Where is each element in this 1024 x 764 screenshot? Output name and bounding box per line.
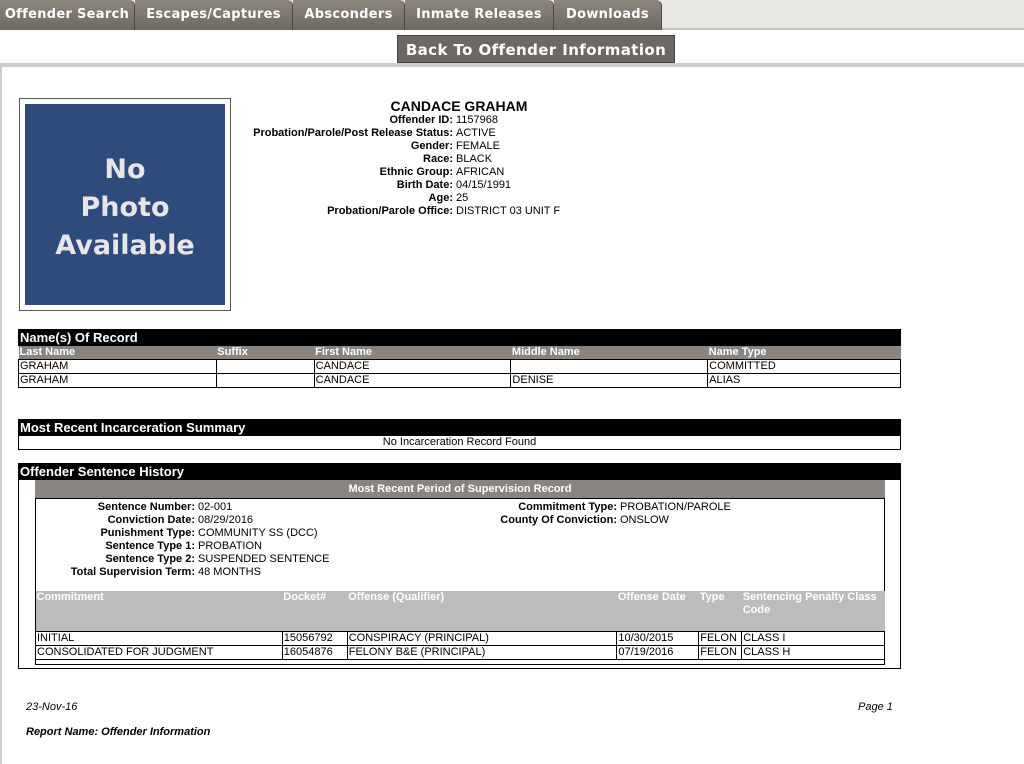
info-label: Offender ID: (389, 114, 453, 126)
table-row (36, 631, 885, 645)
table-cell: ALIAS (708, 374, 901, 388)
field-value: PROBATION/PAROLE (620, 501, 731, 513)
sentence-history-heading: Offender Sentence History (18, 463, 901, 480)
table-cell: 16054876 (282, 645, 347, 659)
info-label: Gender: (410, 140, 453, 152)
info-value: 25 (456, 192, 469, 204)
field-label: Total Supervision Term: (70, 566, 195, 578)
offender-info (200, 114, 560, 218)
table-cell: COMMITTED (708, 360, 901, 374)
column-header: Offense (Qualifier) (347, 591, 617, 631)
table-cell: CONSPIRACY (PRINCIPAL) (347, 631, 617, 645)
table-header-row (19, 346, 901, 360)
table-cell: 15056792 (282, 631, 347, 645)
table-cell: INITIAL (36, 631, 283, 645)
field-label: Conviction Date: (107, 514, 195, 526)
column-header: Last Name (19, 346, 217, 360)
info-value: 04/15/1991 (456, 179, 512, 191)
field-label: County Of Conviction: (500, 514, 617, 526)
info-row-age (200, 192, 560, 205)
back-to-offender-information-button[interactable]: Back To Offender Information (397, 35, 675, 63)
table-row (19, 360, 901, 374)
field-value: ONSLOW (620, 514, 669, 526)
table-cell: CLASS H (742, 645, 885, 659)
sentence-field (460, 514, 731, 527)
report-name: Report Name: Offender Information (26, 726, 211, 738)
info-value: ACTIVE (456, 127, 496, 139)
column-header: Type (699, 591, 742, 631)
info-value: 1157968 (456, 114, 499, 126)
offender-name: CANDACE GRAHAM (390, 98, 528, 114)
info-row-ethnic-group (200, 166, 560, 179)
field-label: Sentence Number: (97, 501, 195, 513)
field-label: Sentence Type 2: (105, 553, 195, 565)
info-value: BLACK (456, 153, 493, 165)
photo-text-line: Available (55, 230, 195, 261)
info-label: Probation/Parole Office: (327, 205, 453, 217)
column-header: Docket# (282, 591, 347, 631)
info-row-birth-date (200, 179, 560, 192)
table-cell: CONSOLIDATED FOR JUDGMENT (36, 645, 283, 659)
tab-downloads[interactable]: Downloads (554, 0, 662, 30)
tab-escapes-captures[interactable]: Escapes/Captures (135, 0, 293, 30)
sentence-details-left (38, 501, 329, 579)
column-header: Suffix (216, 346, 314, 360)
info-value: DISTRICT 03 UNIT F (456, 205, 561, 217)
column-header: Commitment (36, 591, 283, 631)
field-value: 08/29/2016 (198, 514, 254, 526)
divider (0, 63, 1024, 67)
column-header: Middle Name (511, 346, 708, 360)
table-cell: FELONY B&E (PRINCIPAL) (347, 645, 617, 659)
tab-inmate-releases[interactable]: Inmate Releases (405, 0, 554, 30)
column-header: Offense Date (617, 591, 699, 631)
supervision-period-heading: Most Recent Period of Supervision Record (35, 480, 885, 498)
table-header-row (36, 591, 885, 631)
names-table (18, 346, 901, 388)
column-header: Name Type (708, 346, 901, 360)
sentence-field (38, 501, 329, 514)
sentence-field (38, 553, 329, 566)
info-label: Age: (428, 192, 453, 204)
table-row (19, 374, 901, 388)
table-cell: GRAHAM (19, 360, 217, 374)
field-label: Sentence Type 1: (105, 540, 195, 552)
info-value: AFRICAN (456, 166, 505, 178)
table-cell: FELON (699, 645, 742, 659)
field-value: COMMUNITY SS (DCC) (198, 527, 318, 539)
sentence-field (460, 501, 731, 514)
no-incarceration-message: No Incarceration Record Found (18, 435, 901, 450)
photo-text-line: No (104, 154, 146, 185)
table-cell: CANDACE (314, 360, 511, 374)
top-nav-tabbar (0, 0, 1024, 30)
table-cell (216, 374, 314, 388)
offense-table (35, 591, 885, 660)
table-cell: CLASS I (742, 631, 885, 645)
field-value: 02-001 (198, 501, 233, 513)
info-label: Probation/Parole/Post Release Status: (253, 127, 453, 139)
info-row-status (200, 127, 560, 140)
sentence-field (38, 540, 329, 553)
sentence-field (38, 527, 329, 540)
info-row-gender (200, 140, 560, 153)
table-cell: CANDACE (314, 374, 511, 388)
page-number: Page 1 (858, 701, 893, 713)
field-label: Commitment Type: (518, 501, 617, 513)
field-value: PROBATION (198, 540, 262, 552)
table-cell: 10/30/2015 (617, 631, 699, 645)
field-label: Punishment Type: (100, 527, 195, 539)
sentence-field (38, 566, 329, 579)
info-label: Birth Date: (396, 179, 453, 191)
info-value: FEMALE (456, 140, 501, 152)
info-row-office (200, 205, 560, 218)
info-row-race (200, 153, 560, 166)
table-cell: 07/19/2016 (617, 645, 699, 659)
table-cell: FELON (699, 631, 742, 645)
divider (0, 67, 2, 764)
field-value: 48 MONTHS (198, 566, 261, 578)
table-cell (511, 360, 708, 374)
sentence-details-right (460, 501, 731, 527)
incarceration-summary-heading: Most Recent Incarceration Summary (18, 419, 901, 436)
table-cell (216, 360, 314, 374)
table-row (36, 645, 885, 659)
report-date: 23-Nov-16 (26, 701, 78, 713)
table-cell: DENISE (511, 374, 708, 388)
table-cell: GRAHAM (19, 374, 217, 388)
info-row-offender-id (200, 114, 560, 127)
tab-offender-search[interactable]: Offender Search (0, 0, 135, 30)
column-header: Sentencing Penalty Class Code (742, 591, 885, 631)
sentence-field (38, 514, 329, 527)
no-photo-placeholder (25, 104, 225, 305)
tab-absconders[interactable]: Absconders (293, 0, 405, 30)
photo-text-line: Photo (80, 192, 170, 223)
field-value: SUSPENDED SENTENCE (198, 553, 330, 565)
column-header: First Name (314, 346, 511, 360)
info-label: Ethnic Group: (379, 166, 453, 178)
names-of-record-heading: Name(s) Of Record (18, 329, 901, 346)
info-label: Race: (423, 153, 453, 165)
